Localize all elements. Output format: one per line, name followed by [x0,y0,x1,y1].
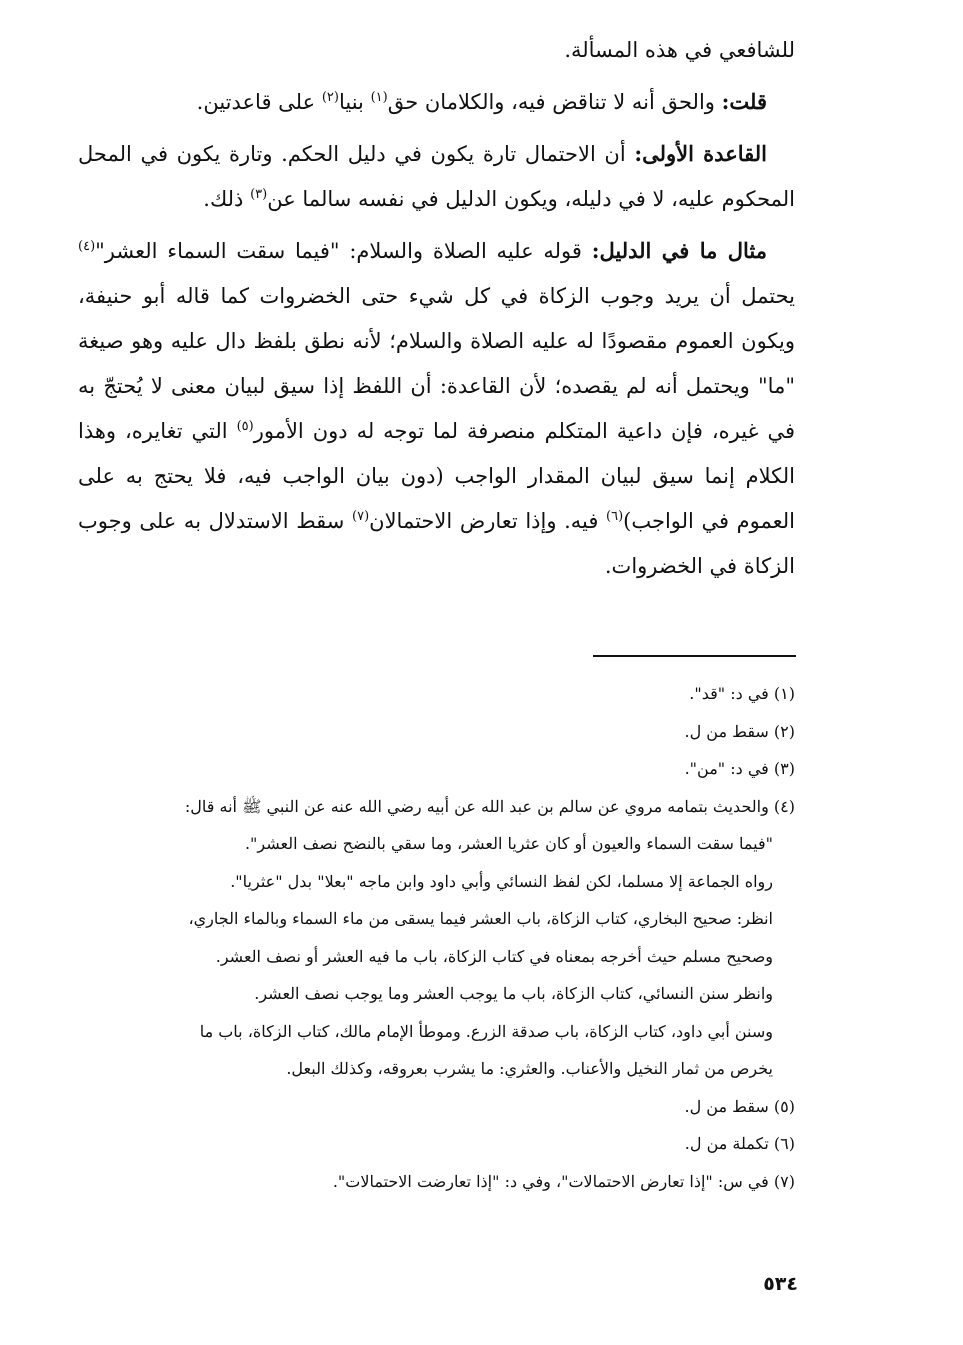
footnote-5: (٥) سقط من ل. [684,1096,795,1116]
footnote-separator [593,655,796,657]
footnote-3: (٣) في د: "من". [684,759,795,778]
example-text-e: سقط الاستدلال به على وجوب الزكاة في الخضروات. [78,509,795,578]
footnote-4-line-8: يخرص من ثمار النخيل والأعناب. والعثري: ما يشرب بعروقه، وكذلك البعل. [286,1059,773,1078]
qult-paragraph [78,79,795,125]
qult-text-c: على قاعدتين. [196,90,322,114]
footnote-4-line-1: (٤) والحديث بتمامه مروي عن سالم بن عبد الله عن أبيه رضي الله عنه عن النبي ﷺ أنه قال: [184,796,795,816]
footnote-1: (١) في د: "قد". [689,684,795,703]
page-number: ٥٣٤ [763,1273,798,1295]
qult-text-a: والحق أنه لا تناقض فيه، والكلامان حق [387,90,722,114]
footnote-ref-6: (٦) [606,509,624,524]
footnote-7: (٧) في س: "إذا تعارض الاحتمالات"، وفي د: "إذا تعارضت الاحتمالات". [332,1171,795,1191]
continuation-text: للشافعي في هذه المسألة. [564,38,795,62]
footnote-ref-5: (٥) [236,419,254,434]
qult-text-b: بنيا [338,90,371,114]
rule-one-paragraph [78,131,795,222]
footnote-ref-7: (٧) [352,509,370,524]
footnote-4-line-2: "فيما سقت السماء والعيون أو كان عثريا العشر، وما سقي بالنضح نصف العشر". [244,834,773,853]
footnote-4-line-4: انظر: صحيح البخاري، كتاب الزكاة، باب العشر فيما يسقى من ماء السماء وبالماء الجاري، [188,909,773,928]
example-label: مثال ما في الدليل: [591,238,767,263]
footnote-ref-1: (١) [370,90,388,105]
rule-one-text-b: ذلك. [203,187,251,211]
qult-label: قلت: [721,89,767,114]
footnote-4-line-5: وصحيح مسلم حيث أخرجه بمعناه في كتاب الزكاة، باب ما فيه العشر أو نصف العشر. [215,946,773,966]
footnote-4-line-6: وانظر سنن النسائي، كتاب الزكاة، باب ما يوجب العشر وما يوجب نصف العشر. [254,984,773,1003]
footnote-6: (٦) تكملة من ل. [684,1134,795,1153]
footnote-ref-4: (٤) [78,239,96,254]
footnote-2: (٢) سقط من ل. [684,721,795,741]
example-text-d: فيه. وإذا تعارض الاحتمالان [369,509,607,533]
main-text [78,28,795,595]
continuation-paragraph [78,28,795,73]
footnote-4-line-7: وسنن أبي داود، كتاب الزكاة، باب صدقة الزرع. وموطأ الإمام مالك، كتاب الزكاة، باب ما [199,1021,773,1041]
footnotes-section [88,675,795,1200]
footnote-ref-3: (٣) [250,187,268,202]
example-text-a: قوله عليه الصلاة والسلام: "فيما سقت السماء العشر" [95,239,592,263]
example-text-c: التي تغايره، وهذا الكلام إنما سيق لبيان المقدار الواجب (دون بيان الواجب فيه، فلا يحتج به على العموم في الواجب) [78,419,795,533]
rule-one-text-a: أن الاحتمال تارة يكون في دليل الحكم. وتارة يكون في المحل المحكوم عليه، لا في دليله، ويكون الدليل في نفسه سالما عن [78,142,795,211]
footnote-ref-2: (٢) [321,90,339,105]
footnote-4-line-3: رواه الجماعة إلا مسلما، لكن لفظ النسائي وأبي داود وابن ماجه "بعلا" بدل "عثريا". [230,871,773,891]
example-paragraph [78,228,795,589]
example-text-b: يحتمل أن يريد وجوب الزكاة في كل شيء حتى الخضروات كما قاله أبو حنيفة، ويكون العموم مقصودًا له عليه الصلاة والسلام؛ لأنه نطق بلفظ دال عليه وهو صيغة "ما" ويحتمل أنه لم يقصده؛ لأن القاعدة: أن اللفظ إذا سيق لبيان معنى لا يُحتجّ به في غيره، فإن داعية المتكلم منصرفة لما توجه له دون الأمور [78,284,795,443]
rule-one-label: القاعدة الأولى: [634,141,767,166]
